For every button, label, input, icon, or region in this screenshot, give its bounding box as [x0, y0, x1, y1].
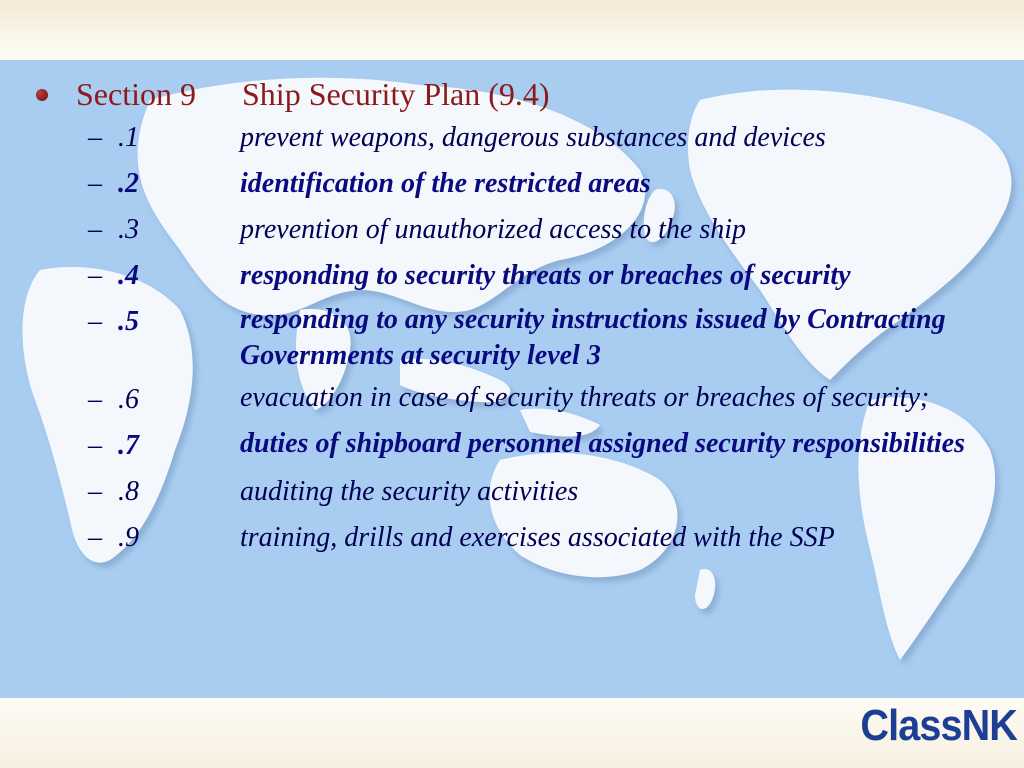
bullet-icon — [36, 89, 48, 101]
slide-panel — [0, 60, 1024, 698]
dash-marker: – — [88, 430, 102, 461]
item-number: .1 — [118, 122, 139, 153]
dash-marker: – — [88, 522, 102, 553]
dash-marker: – — [88, 122, 102, 153]
item-number: .8 — [118, 476, 139, 507]
item-number: .2 — [118, 168, 139, 199]
dash-marker: – — [88, 214, 102, 245]
item-text: training, drills and exercises associated with the SSP — [240, 522, 835, 553]
item-text: prevention of unauthorized access to the ship — [240, 214, 746, 245]
item-text: evacuation in case of security threats or breaches of security; — [240, 382, 930, 413]
list-item-7 — [88, 426, 998, 466]
item-text: prevent weapons, dangerous substances and devices — [240, 122, 826, 153]
list-item-6 — [88, 380, 998, 420]
list-item-5 — [88, 302, 998, 374]
list-item-1 — [88, 118, 998, 158]
top-band — [0, 0, 1024, 60]
item-text: responding to security threats or breaches of security — [240, 260, 851, 291]
item-number: .3 — [118, 214, 139, 245]
item-list — [88, 118, 998, 564]
item-text: duties of shipboard personnel assigned security responsibilities — [240, 428, 965, 459]
list-item-4 — [88, 256, 998, 296]
item-number: .6 — [118, 384, 139, 415]
dash-marker: – — [88, 306, 102, 337]
item-text: responding to any security instructions issued by Contracting Governments at security level 3 — [240, 304, 946, 371]
section-number: Section 9 — [76, 75, 196, 112]
section-heading — [36, 74, 550, 114]
item-number: .4 — [118, 260, 139, 291]
list-item-9 — [88, 518, 998, 558]
item-number: .9 — [118, 522, 139, 553]
dash-marker: – — [88, 260, 102, 291]
dash-marker: – — [88, 476, 102, 507]
list-item-3 — [88, 210, 998, 250]
slide-content — [0, 60, 1024, 698]
list-item-8 — [88, 472, 998, 512]
section-title: Ship Security Plan (9.4) — [242, 75, 550, 112]
item-number: .5 — [118, 306, 139, 337]
list-item-2 — [88, 164, 998, 204]
classnk-logo: ClassNK — [860, 701, 1017, 750]
item-text: auditing the security activities — [240, 476, 579, 507]
dash-marker: – — [88, 168, 102, 199]
item-text: identification of the restricted areas — [240, 168, 651, 199]
item-number: .7 — [118, 430, 139, 461]
dash-marker: – — [88, 384, 102, 415]
